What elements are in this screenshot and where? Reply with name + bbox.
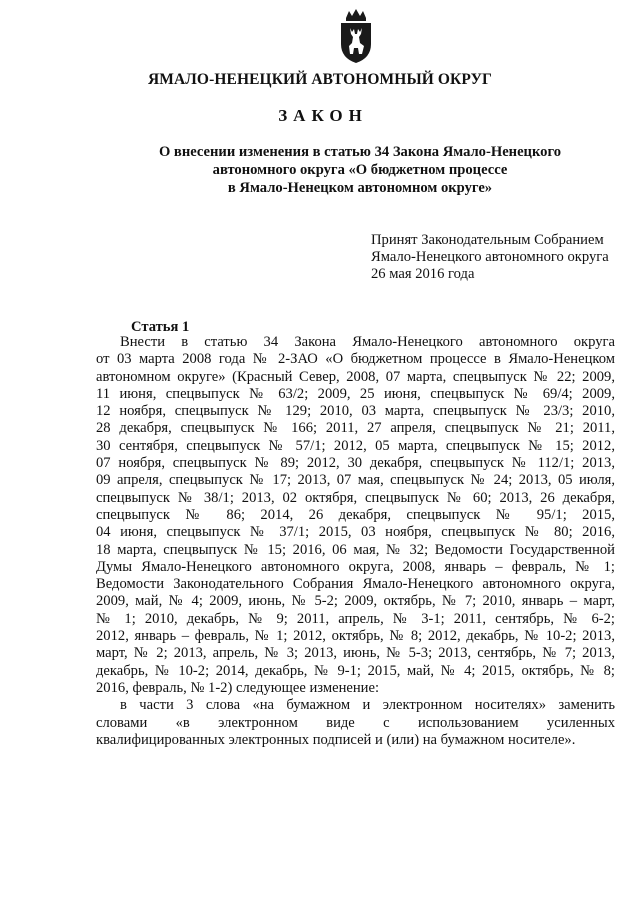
body-line: 30 сентября, спецвыпуск № 57/1; 2012, 05 марта, спецвыпуск № 15; 2012,	[96, 437, 615, 454]
body-line: 11 июня, спецвыпуск № 63/2; 2009, 25 июня, спецвыпуск № 69/4; 2009,	[96, 385, 615, 402]
adoption-line: Ямало-Ненецкого автономного округа	[371, 249, 609, 265]
adoption-line: Принят Законодательным Собранием	[371, 232, 604, 248]
body-line: спецвыпуск № 38/1; 2013, 02 октября, спецвыпуск № 60; 2013, 26 декабря,	[96, 489, 615, 506]
body-line: 2012, январь – февраль, № 1; 2012, октябрь, № 8; 2012, декабрь, № 10-2; 2013,	[96, 628, 615, 645]
body-line: 12 ноября, спецвыпуск № 129; 2010, 03 марта, спецвыпуск № 23/3; 2010,	[96, 403, 615, 420]
body-line: № 1; 2010, декабрь, № 9; 2011, апрель, № 3-1; 2011, сентябрь, № 6-2;	[96, 610, 615, 627]
document-type-title: ЗАКОН	[278, 106, 368, 125]
body-line: в части 3 слова «на бумажном и электронном носителях» заменить	[120, 697, 615, 714]
law-subject-line: автономного округа «О бюджетном процессе	[212, 162, 508, 178]
body-line: словами «в электронном виде с использованием усиленных	[96, 714, 615, 731]
region-name: ЯМАЛО-НЕНЕЦКИЙ АВТОНОМНЫЙ ОКРУГ	[147, 71, 493, 88]
body-line: 2009, май, № 4; 2009, июнь, № 5-2; 2009, октябрь, № 7; 2010, январь – март,	[96, 593, 615, 610]
body-line: спецвыпуск № 86; 2014, 26 декабря, спецвыпуск № 95/1; 2015,	[96, 506, 615, 523]
body-line: 28 декабря, спецвыпуск № 166; 2011, 27 апреля, спецвыпуск № 21; 2011,	[96, 420, 615, 437]
body-line: Думы Ямало-Ненецкого автономного округа, 2008, январь – февраль, № 1;	[96, 558, 615, 575]
body-line: 2016, февраль, № 1-2) следующее изменение:	[96, 679, 380, 696]
law-subject	[100, 143, 620, 197]
body-line: 18 марта, спецвыпуск № 15; 2016, 06 мая, № 32; Ведомости Государственной	[96, 541, 615, 558]
body-line: март, № 2; 2013, апрель, № 3; 2013, июнь, № 5-3; 2013, сентябрь, № 7; 2013,	[96, 645, 615, 662]
law-subject-line: О внесении изменения в статью 34 Закона Ямало-Ненецкого	[158, 144, 562, 160]
body-line: декабрь, № 10-2; 2014, декабрь, № 9-1; 2015, май, № 4; 2015, октябрь, № 8;	[96, 662, 615, 679]
body-line: Внести в статью 34 Закона Ямало-Ненецкого автономного округа	[120, 334, 615, 350]
adoption-note	[371, 232, 609, 283]
law-subject-line: в Ямало-Ненецком автономном округе»	[227, 180, 493, 196]
coat-of-arms-icon	[336, 8, 376, 64]
body-line: квалифицированных электронных подписей и (или) на бумажном носителе».	[96, 731, 576, 748]
body-line: 09 апреля, спецвыпуск № 17; 2013, 07 мая, спецвыпуск № 24; 2013, 05 июля,	[96, 472, 615, 489]
article-heading: Статья 1	[131, 319, 190, 335]
adoption-date: 26 мая 2016 года	[371, 266, 475, 282]
body-line: 07 ноября, спецвыпуск № 89; 2012, 30 декабря, спецвыпуск № 112/1; 2013,	[96, 455, 615, 472]
body-line: 04 июня, спецвыпуск № 37/1; 2015, 03 ноября, спецвыпуск № 80; 2016,	[96, 524, 615, 541]
body-line: от 03 марта 2008 года № 2-ЗАО «О бюджетном процессе в Ямало-Ненецком	[96, 351, 615, 368]
body-line: автономном округе» (Красный Север, 2008, 07 марта, спецвыпуск № 22; 2009,	[96, 368, 615, 385]
article-body	[96, 334, 615, 749]
body-line: Ведомости Законодательного Собрания Ямало-Ненецкого автономного округа,	[96, 576, 615, 593]
